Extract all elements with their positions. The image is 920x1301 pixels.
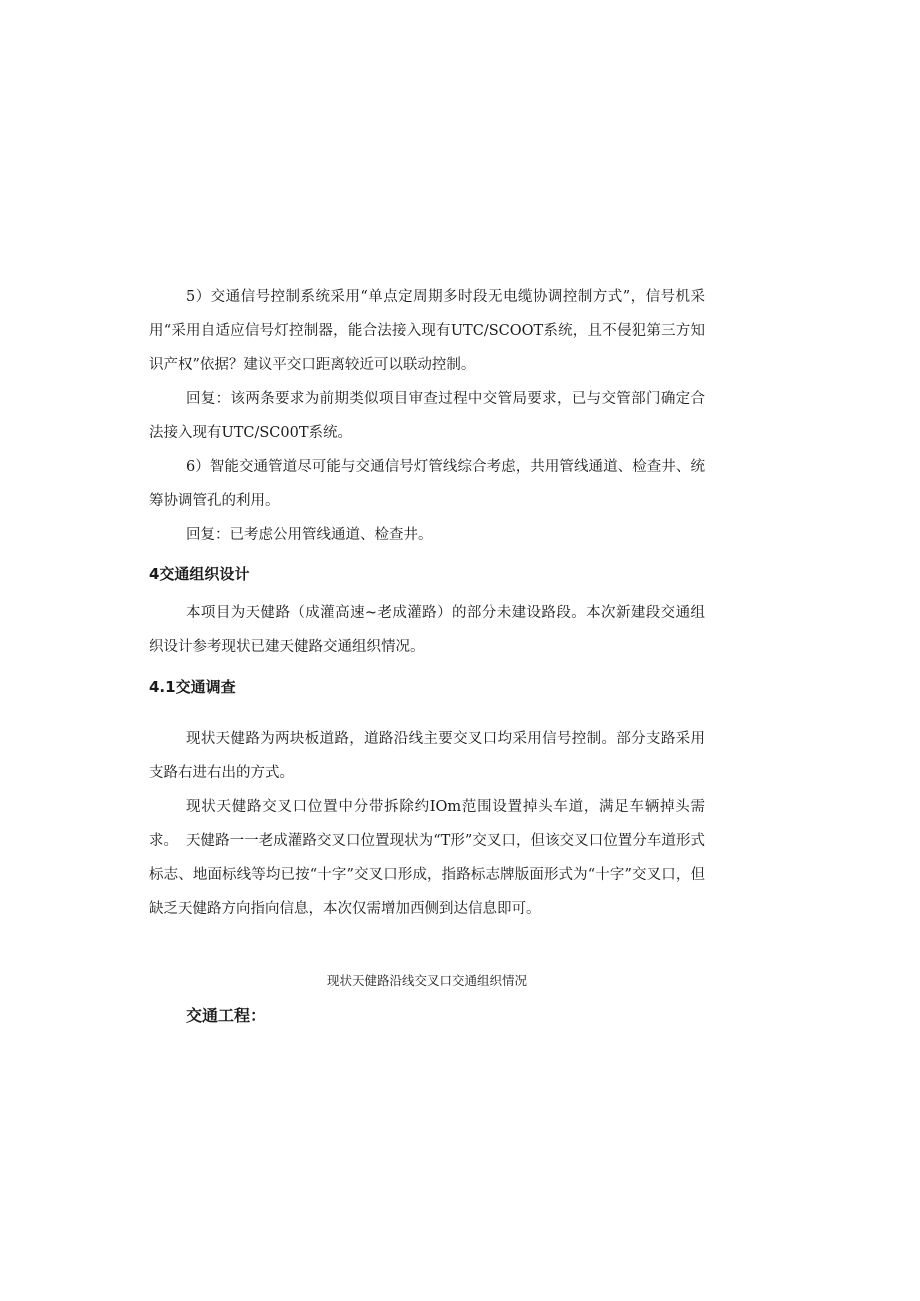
reply-paragraph-1: 回复：该两条要求为前期类似项目审查过程中交管局要求，已与交管部门确定合法接入现有UTC/SC00T系统。 — [149, 391, 705, 441]
paragraph-item-6: 6）智能交通管道尽可能与交通信号灯管线综合考虑，共用管线通道、检查井、统筹协调管孔的利用。 — [149, 459, 705, 509]
paragraph-item-5: 5）交通信号控制系统采用“单点定周期多时段无电缆协调控制方式”，信号机采用“采用自适应信号灯控制器，能合法接入现有UTC/SCOOT系统，且不侵犯第三方知识产权”依据？建议平交口距离较近可以联动控制。 — [149, 289, 705, 373]
traffic-engineering-label: 交通工程： — [186, 1006, 267, 1025]
survey-paragraph-1: 现状天健路为两块板道路，道路沿线主要交叉口均采用信号控制。部分支路采用支路右进右出的方式。 — [149, 731, 705, 781]
section-heading-4: 4交通组织设计 — [149, 565, 250, 583]
figure-caption: 现状天健路沿线交叉口交通组织情况 — [326, 973, 527, 988]
reply-paragraph-2: 回复：已考虑公用管线通道、检查井。 — [186, 527, 433, 543]
section-heading-4-1: 4.1交通调查 — [149, 678, 236, 696]
intro-paragraph: 本项目为天健路（成灌高速~老成灌路）的部分未建设路段。本次新建段交通组织设计参考现状已建天健路交通组织情况。 — [149, 605, 705, 655]
survey-paragraph-3: 天健路一一老成灌路交叉口位置现状为“T形”交叉口，但该交叉口位置分车道形式标志、地面标线等均已按“十字”交叉口形成，指路标志牌版面形式为“十字”交叉口，但缺乏天健路方向指向信息，本次仅需增加西侧到达信息即可。 — [149, 833, 705, 917]
survey-paragraph-2: 现状天健路交叉口位置中分带拆除约IOm范围设置掉头车道，满足车辆掉头需求。 — [149, 799, 705, 849]
